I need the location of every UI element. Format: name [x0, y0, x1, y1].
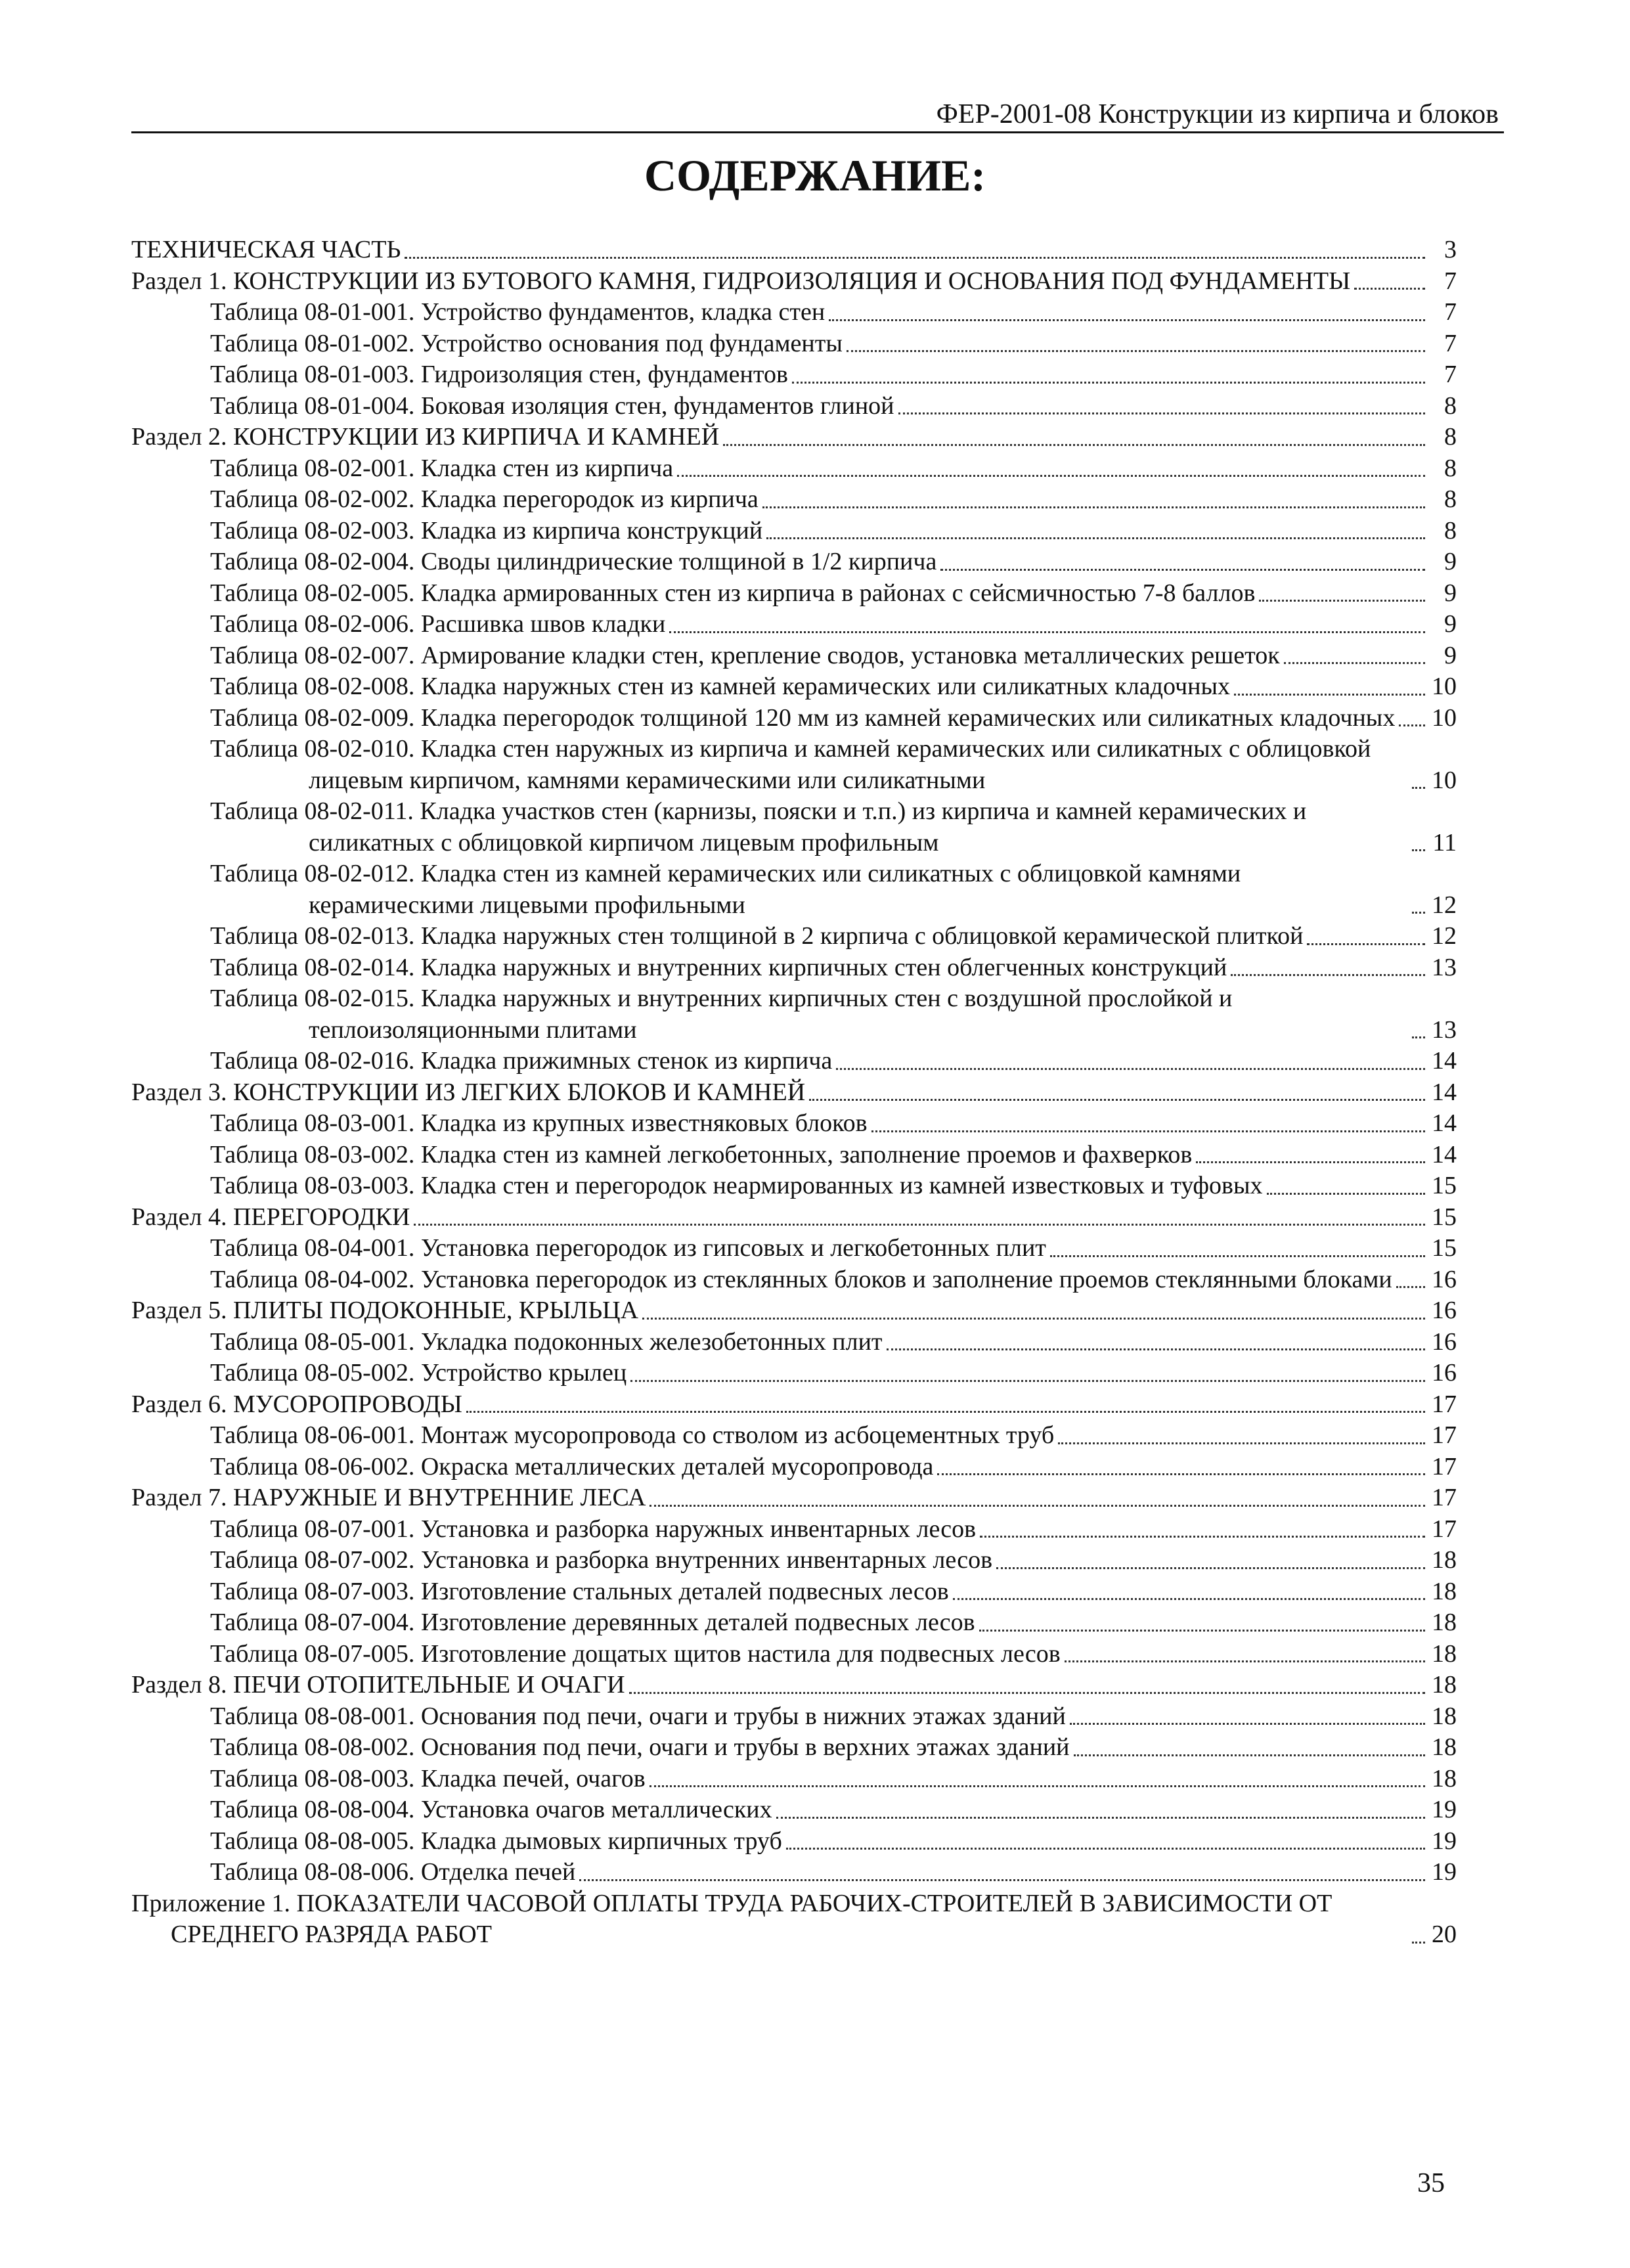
toc-entry-page: 8: [1444, 391, 1457, 420]
toc-entry-page: 9: [1444, 641, 1457, 669]
toc-dot-leader: [405, 257, 1425, 259]
toc-dot-leader: [871, 1130, 1425, 1132]
toc-entry-page: 9: [1444, 548, 1457, 575]
toc-table-entry[interactable]: [131, 952, 1457, 984]
toc-entry-page: 20: [1432, 1921, 1457, 1948]
toc-table-entry[interactable]: [131, 1857, 1457, 1888]
toc-entry-page: 19: [1432, 1858, 1457, 1886]
toc-table-entry[interactable]: [131, 983, 1457, 1046]
toc-entry-title: Таблица 08-02-003. Кладка из кирпича конструкций: [210, 516, 763, 545]
toc-entry-title: Таблица 08-02-006. Расшивка швов кладки: [210, 610, 666, 638]
toc-table-entry[interactable]: [131, 1452, 1457, 1483]
toc-dot-leader: [829, 319, 1425, 321]
toc-entry-page: 17: [1432, 1421, 1457, 1449]
toc-table-entry[interactable]: [131, 1046, 1457, 1077]
toc-entry-page: 17: [1432, 1515, 1457, 1543]
toc-entry-title: Раздел 3. КОНСТРУКЦИИ ИЗ ЛЕГКИХ БЛОКОВ И КАМНЕЙ: [131, 1078, 806, 1106]
toc-dot-leader: [762, 506, 1425, 508]
toc-dot-leader: [650, 1785, 1425, 1787]
toc-entry-page: 16: [1432, 1359, 1457, 1387]
toc-dot-leader: [786, 1848, 1425, 1850]
toc-dot-leader: [1196, 1161, 1425, 1163]
toc-dot-leader: [979, 1630, 1425, 1632]
toc-dot-leader: [650, 1505, 1425, 1507]
toc-dot-leader: [766, 537, 1425, 539]
toc-table-entry[interactable]: [131, 1764, 1457, 1795]
toc-entry-title: Приложение 1. ПОКАЗАТЕЛИ ЧАСОВОЙ ОПЛАТЫ ТРУДА РАБОЧИХ-СТРОИТЕЛЕЙ В ЗАВИСИМОСТИ ОТ СРЕДНЕГО РАЗРЯДА РАБОТ: [131, 1889, 1333, 1948]
toc-dot-leader: [847, 350, 1425, 352]
toc-table-entry[interactable]: [131, 1514, 1457, 1545]
toc-dot-leader: [980, 1536, 1425, 1538]
toc-entry-page: 16: [1432, 1265, 1457, 1293]
toc-section-entry[interactable]: [131, 1670, 1457, 1701]
toc-dot-leader: [669, 631, 1425, 633]
toc-dot-leader: [887, 1348, 1425, 1350]
toc-table-entry[interactable]: [131, 453, 1457, 485]
toc-entry-title: Таблица 08-04-002. Установка перегородок из стеклянных блоков и заполнение проемов стеклянными блоками: [210, 1265, 1392, 1293]
toc-table-entry[interactable]: [131, 1264, 1457, 1296]
toc-dot-leader: [466, 1411, 1425, 1413]
toc-table-entry[interactable]: [131, 1826, 1457, 1857]
toc-table-entry[interactable]: [131, 1140, 1457, 1171]
toc-dot-leader: [1412, 912, 1425, 914]
toc-entry-title: Таблица 08-01-002. Устройство основания под фундаменты: [210, 329, 843, 357]
toc-entry-page: 10: [1432, 703, 1457, 732]
toc-entry-page: 8: [1444, 423, 1457, 451]
toc-table-entry[interactable]: [131, 578, 1457, 610]
toc-entry-page: 8: [1444, 485, 1457, 513]
toc-dot-leader: [1234, 694, 1425, 696]
toc-dot-leader: [1058, 1442, 1425, 1444]
toc-table-entry[interactable]: [131, 1639, 1457, 1670]
toc-dot-leader: [792, 382, 1425, 384]
toc-entry-page: 13: [1432, 1015, 1457, 1044]
toc-table-entry[interactable]: [131, 1170, 1457, 1202]
toc-entry-page: 7: [1444, 267, 1457, 295]
toc-dot-leader: [836, 1068, 1425, 1070]
toc-dot-leader: [629, 1692, 1425, 1694]
toc-entry-page: 18: [1432, 1671, 1457, 1699]
toc-table-entry[interactable]: [131, 1607, 1457, 1639]
toc-table-entry[interactable]: [131, 1794, 1457, 1826]
toc-entry-page: 18: [1432, 1733, 1457, 1761]
toc-entry-page: 7: [1444, 329, 1457, 357]
toc-entry-page: 3: [1444, 236, 1457, 263]
toc-entry-title: Таблица 08-08-001. Основания под печи, очаги и трубы в нижних этажах зданий: [210, 1702, 1066, 1730]
toc-entry-title: Таблица 08-07-001. Установка и разборка наружных инвентарных лесов: [210, 1515, 977, 1543]
toc-table-entry[interactable]: [131, 297, 1457, 328]
toc-entry-title: Таблица 08-03-003. Кладка стен и перегородок неармированных из камней известковых и туфовых: [210, 1172, 1263, 1199]
toc-entry-page: 11: [1432, 828, 1457, 856]
toc-section-entry[interactable]: [131, 422, 1457, 453]
toc-table-entry[interactable]: [131, 484, 1457, 516]
toc-table-entry[interactable]: [131, 1108, 1457, 1140]
toc-table-entry[interactable]: [131, 609, 1457, 640]
toc-dot-leader: [953, 1598, 1425, 1600]
toc-entry-page: 14: [1432, 1078, 1457, 1106]
toc-entry-title: Таблица 08-07-005. Изготовление дощатых щитов настила для подвесных лесов: [210, 1639, 1061, 1668]
toc-entry-title: Таблица 08-07-004. Изготовление деревянных деталей подвесных лесов: [210, 1609, 975, 1636]
toc-entry-title: Раздел 7. НАРУЖНЫЕ И ВНУТРЕННИЕ ЛЕСА: [131, 1484, 646, 1511]
toc-entry-page: 15: [1432, 1172, 1457, 1199]
page-title: СОДЕРЖАНИЕ:: [644, 150, 986, 200]
toc-table-entry[interactable]: [131, 546, 1457, 578]
toc-entry-title: Таблица 08-08-005. Кладка дымовых кирпичных труб: [210, 1827, 782, 1855]
toc-dot-leader: [1284, 662, 1425, 664]
toc-entry-title: Таблица 08-05-001. Укладка подоконных железобетонных плит: [210, 1327, 883, 1356]
toc-entry-title: Таблица 08-04-001. Установка перегородок из гипсовых и легкобетонных плит: [210, 1234, 1046, 1262]
toc-dot-leader: [1412, 1942, 1425, 1944]
toc-table-entry[interactable]: [131, 796, 1457, 858]
toc-section-entry[interactable]: [131, 234, 1457, 266]
toc-entry-page: 15: [1432, 1234, 1457, 1262]
toc-table-entry[interactable]: [131, 640, 1457, 672]
toc-entry-title: Таблица 08-01-003. Гидроизоляция стен, фундаментов: [210, 361, 788, 388]
toc-table-entry[interactable]: [131, 391, 1457, 422]
toc-entry-title: Таблица 08-02-007. Армирование кладки стен, крепление сводов, установка металлических решеток: [210, 641, 1280, 669]
toc-dot-leader: [1267, 1193, 1426, 1195]
toc-entry-page: 14: [1432, 1047, 1457, 1075]
toc-table-entry[interactable]: [131, 703, 1457, 734]
toc-entry-title: Таблица 08-08-006. Отделка печей: [210, 1858, 576, 1886]
toc-table-entry[interactable]: [131, 328, 1457, 360]
toc-entry-title: Таблица 08-07-002. Установка и разборка внутренних инвентарных лесов: [210, 1546, 993, 1574]
toc-entry-title: Таблица 08-08-002. Основания под печи, очаги и трубы в верхних этажах зданий: [210, 1733, 1070, 1761]
toc-entry-page: 18: [1432, 1764, 1457, 1792]
toc-dot-leader: [898, 412, 1426, 414]
toc-entry-title: Таблица 08-05-002. Устройство крылец: [210, 1359, 627, 1387]
toc-entry-title: Таблица 08-02-014. Кладка наружных и внутренних кирпичных стен облегченных конструкций: [210, 953, 1227, 981]
toc-entry-title: ТЕХНИЧЕСКАЯ ЧАСТЬ: [131, 236, 401, 263]
toc-section-entry[interactable]: [131, 1482, 1457, 1514]
toc-entry-title: Таблица 08-02-011. Кладка участков стен (карнизы, пояски и т.п.) из кирпича и камней керамических и силикатных с облицовкой кирпичом лицевым профильным: [210, 797, 1307, 856]
toc-entry-page: 13: [1432, 953, 1457, 981]
toc-table-entry[interactable]: [131, 1327, 1457, 1358]
toc-entry-title: Таблица 08-01-001. Устройство фундаментов, кладка стен: [210, 298, 826, 326]
toc-section-entry[interactable]: [131, 266, 1457, 298]
toc-dot-leader: [1307, 943, 1425, 945]
page-number: 35: [1417, 2168, 1445, 2198]
toc-table-entry[interactable]: [131, 1358, 1457, 1389]
toc-entry-page: 17: [1432, 1390, 1457, 1418]
toc-table-entry[interactable]: [131, 516, 1457, 547]
running-header-title: ФЕР-2001-08 Конструкции из кирпича и блоков: [936, 99, 1499, 129]
toc-entry-page: 15: [1432, 1203, 1457, 1231]
toc-entry-page: 9: [1444, 579, 1457, 607]
toc-dot-leader: [1412, 849, 1425, 851]
toc-table-entry[interactable]: [131, 1576, 1457, 1608]
toc-entry-title: Таблица 08-01-004. Боковая изоляция стен, фундаментов глиной: [210, 391, 894, 420]
toc-entry-title: Раздел 5. ПЛИТЫ ПОДОКОННЫЕ, КРЫЛЬЦА: [131, 1297, 639, 1324]
toc-section-entry[interactable]: [131, 1389, 1457, 1421]
toc-dot-leader: [1050, 1255, 1425, 1257]
toc-dot-leader: [1231, 974, 1425, 976]
toc-dot-leader: [776, 1817, 1425, 1819]
toc-entry-title: Раздел 1. КОНСТРУКЦИИ ИЗ БУТОВОГО КАМНЯ, ГИДРОИЗОЛЯЦИЯ И ОСНОВАНИЯ ПОД ФУНДАМЕНТЫ: [131, 267, 1351, 295]
toc-dot-leader: [1070, 1723, 1425, 1725]
toc-section-entry[interactable]: [131, 1295, 1457, 1327]
toc-entry-page: 18: [1432, 1609, 1457, 1636]
toc-entry-title: Таблица 08-02-004. Своды цилиндрические толщиной в 1/2 кирпича: [210, 548, 937, 575]
toc-section-entry[interactable]: [131, 1077, 1457, 1109]
table-of-contents: [131, 234, 1457, 1951]
toc-entry-title: Таблица 08-06-002. Окраска металлических деталей мусоропровода: [210, 1452, 934, 1480]
toc-dot-leader: [1396, 1286, 1425, 1288]
toc-table-entry[interactable]: [131, 1732, 1457, 1764]
toc-entry-page: 19: [1432, 1796, 1457, 1823]
toc-entry-title: Таблица 08-08-004. Установка очагов металлических: [210, 1796, 772, 1823]
toc-entry-title: Таблица 08-03-002. Кладка стен из камней легкобетонных, заполнение проемов и фахверков: [210, 1140, 1193, 1168]
toc-entry-title: Таблица 08-02-001. Кладка стен из кирпича: [210, 454, 674, 482]
toc-dot-leader: [677, 475, 1425, 477]
toc-entry-page: 10: [1432, 673, 1457, 700]
toc-entry-title: Таблица 08-07-003. Изготовление стальных деталей подвесных лесов: [210, 1577, 949, 1605]
toc-entry-title: Таблица 08-03-001. Кладка из крупных известняковых блоков: [210, 1109, 868, 1137]
toc-entry-title: Таблица 08-02-012. Кладка стен из камней керамических или силикатных с облицовкой камнями керамическими лицевыми профильными: [210, 860, 1241, 919]
toc-entry-page: 10: [1432, 766, 1457, 794]
toc-entry-page: 14: [1432, 1109, 1457, 1137]
toc-entry-page: 18: [1432, 1639, 1457, 1668]
toc-table-entry[interactable]: [131, 1233, 1457, 1264]
toc-section-entry[interactable]: [131, 1202, 1457, 1234]
toc-entry-title: Таблица 08-02-015. Кладка наружных и внутренних кирпичных стен с воздушной прослойкой и теплоизоляционными плитами: [210, 985, 1233, 1044]
toc-entry-page: 12: [1432, 891, 1457, 919]
toc-table-entry[interactable]: [131, 1420, 1457, 1452]
toc-dot-leader: [630, 1380, 1425, 1382]
toc-entry-title: Раздел 2. КОНСТРУКЦИИ ИЗ КИРПИЧА И КАМНЕЙ: [131, 423, 720, 451]
toc-table-entry[interactable]: [131, 671, 1457, 703]
toc-entry-title: Таблица 08-02-009. Кладка перегородок толщиной 120 мм из камней керамических или силикатных кладочных: [210, 703, 1396, 732]
toc-entry-page: 12: [1432, 922, 1457, 950]
toc-table-entry[interactable]: [131, 359, 1457, 391]
toc-table-entry[interactable]: [131, 1701, 1457, 1733]
toc-dot-leader: [723, 444, 1425, 446]
toc-entry-title: Таблица 08-06-001. Монтаж мусоропровода со стволом из асбоцементных труб: [210, 1421, 1055, 1449]
toc-dot-leader: [1412, 787, 1425, 789]
toc-dot-leader: [579, 1879, 1425, 1881]
toc-table-entry[interactable]: [131, 921, 1457, 952]
toc-entry-page: 16: [1432, 1297, 1457, 1324]
toc-entry-title: Раздел 6. МУСОРОПРОВОДЫ: [131, 1390, 462, 1418]
toc-entry-page: 9: [1444, 610, 1457, 638]
toc-entry-title: Таблица 08-02-010. Кладка стен наружных из кирпича и камней керамических или силикатных с облицовкой лицевым кирпичом, камнями керамическими или силикатными: [210, 735, 1371, 794]
toc-dot-leader: [1259, 600, 1425, 602]
toc-dot-leader: [1354, 288, 1425, 290]
toc-entry-page: 17: [1432, 1484, 1457, 1511]
toc-entry-page: 8: [1444, 516, 1457, 545]
toc-entry-page: 8: [1444, 454, 1457, 482]
toc-entry-title: Раздел 4. ПЕРЕГОРОДКИ: [131, 1203, 410, 1231]
toc-entry-page: 18: [1432, 1577, 1457, 1605]
toc-dot-leader: [1412, 1036, 1425, 1038]
toc-entry-page: 18: [1432, 1702, 1457, 1730]
toc-dot-leader: [414, 1224, 1425, 1226]
toc-entry-page: 17: [1432, 1452, 1457, 1480]
toc-table-entry[interactable]: [131, 734, 1457, 796]
toc-entry-title: Таблица 08-02-002. Кладка перегородок из кирпича: [210, 485, 759, 513]
toc-entry-title: Таблица 08-08-003. Кладка печей, очагов: [210, 1764, 646, 1792]
running-header: [131, 92, 1504, 133]
toc-dot-leader: [809, 1099, 1425, 1101]
toc-dot-leader: [642, 1318, 1425, 1320]
toc-section-entry[interactable]: [131, 1888, 1457, 1951]
toc-entry-page: 19: [1432, 1827, 1457, 1855]
toc-table-entry[interactable]: [131, 1545, 1457, 1576]
toc-entry-page: 16: [1432, 1327, 1457, 1356]
toc-dot-leader: [996, 1567, 1425, 1569]
toc-dot-leader: [937, 1473, 1425, 1475]
toc-entry-title: Таблица 08-02-016. Кладка прижимных стенок из кирпича: [210, 1047, 833, 1075]
toc-entry-title: Таблица 08-02-008. Кладка наружных стен из камней керамических или силикатных кладочных: [210, 673, 1230, 700]
toc-entry-page: 7: [1444, 298, 1457, 326]
toc-dot-leader: [1074, 1754, 1426, 1756]
toc-dot-leader: [1399, 724, 1425, 726]
toc-table-entry[interactable]: [131, 858, 1457, 921]
toc-dot-leader: [940, 569, 1425, 571]
toc-entry-title: Раздел 8. ПЕЧИ ОТОПИТЕЛЬНЫЕ И ОЧАГИ: [131, 1671, 625, 1699]
toc-entry-page: 18: [1432, 1546, 1457, 1574]
toc-entry-title: Таблица 08-02-005. Кладка армированных стен из кирпича в районах с сейсмичностью 7-8 баллов: [210, 579, 1256, 607]
toc-entry-page: 7: [1444, 361, 1457, 388]
toc-entry-page: 14: [1432, 1140, 1457, 1168]
toc-dot-leader: [1065, 1660, 1425, 1662]
toc-entry-title: Таблица 08-02-013. Кладка наружных стен толщиной в 2 кирпича с облицовкой керамической плиткой: [210, 922, 1304, 950]
